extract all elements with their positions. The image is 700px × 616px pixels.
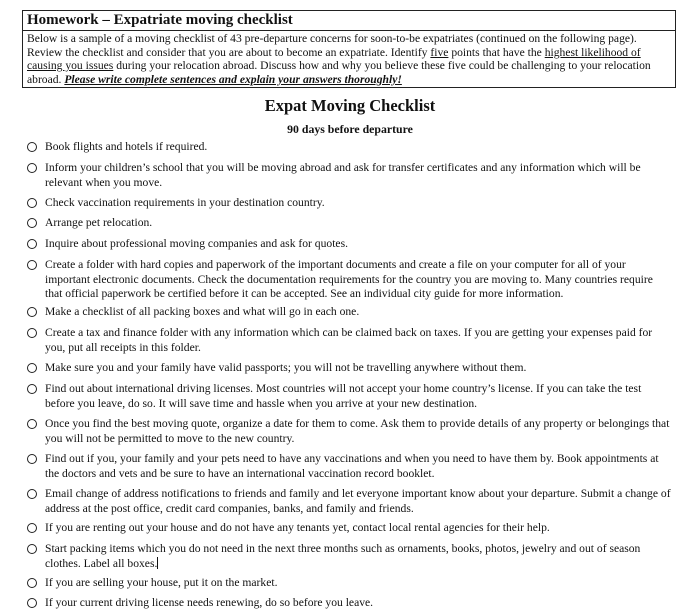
intro-part-1: Below is a sample of a moving checklist of 43 pre-departure concerns for soon-to-be expatriates (continued on the following page). Review the checklist and consider that you are about to become an expatriate. Identify	[27, 32, 637, 59]
homework-instructions	[27, 32, 671, 86]
list-item: Arrange pet relocation.	[45, 216, 153, 229]
list-item: Find out if you, your family and your pets need to have any vaccinations and when you need to have them by. Book appointments at the doctors and vets and be sure to have an international vaccination record booklet.	[45, 452, 659, 480]
list-item: If you are renting out your house and do not have any tenants yet, contact local rental agencies for their help.	[45, 521, 550, 534]
list-item: If your current driving license needs renewing, do so before you leave.	[45, 596, 374, 609]
homework-title: Homework – Expatriate moving checklist	[23, 11, 675, 31]
bullet-icon	[27, 307, 37, 317]
list-item: Make sure you and your family have valid passports; you will not be travelling anywhere without them.	[45, 361, 527, 374]
intro-five: five	[430, 45, 449, 59]
checklist-title: Expat Moving Checklist	[264, 96, 436, 115]
list-item: Inform your children’s school that you will be moving abroad and ask for transfer certificates and any information which will be relevant when you move.	[45, 161, 641, 189]
bullet-icon	[27, 239, 37, 249]
checklist-subtitle: 90 days before departure	[287, 122, 413, 136]
bullet-icon	[27, 544, 37, 554]
intro-part-2: points that have the	[448, 45, 545, 59]
bullet-icon	[27, 328, 37, 338]
bullet-icon	[27, 598, 37, 608]
list-item: Check vaccination requirements in your destination country.	[45, 196, 325, 209]
list-item: Create a folder with hard copies and paperwork of the important documents and create a file on your computer for all of your important electronic documents. Check the documentation requirements for the country you are moving to. Many countries require that official paperwork be certified before it can be accepted. See an individual city guide for more information.	[45, 258, 653, 300]
list-item: Email change of address notifications to friends and family and let everyone important know about your departure. Submit a change of address at the post office, credit card companies, banks, and family and friends.	[45, 487, 671, 515]
intro-emphasis: Please write complete sentences and explain your answers thoroughly!	[64, 72, 402, 86]
bullet-icon	[27, 218, 37, 228]
list-item	[45, 542, 671, 571]
text-cursor	[157, 557, 158, 569]
list-item: Once you find the best moving quote, organize a date for them to come. Ask them to provide details of any property or belongings that you will not be permitted to move to the new country.	[45, 417, 670, 445]
bullet-icon	[27, 578, 37, 588]
bullet-icon	[27, 198, 37, 208]
list-item: Make a checklist of all packing boxes and what will go in each one.	[45, 305, 360, 318]
intro-highest-likelihood: highest likelihood of causing you issues	[27, 45, 641, 73]
list-item: Book flights and hotels if required.	[45, 140, 208, 153]
list-item: Find out about international driving licenses. Most countries will not accept your home country’s license. If you can take the test before you leave, do so. It will save time and hassle when you arrive at your new destination.	[45, 382, 642, 410]
bullet-icon	[27, 419, 37, 429]
bullet-icon	[27, 454, 37, 464]
bullet-icon	[27, 384, 37, 394]
bullet-icon	[27, 523, 37, 533]
list-item: If you are selling your house, put it on the market.	[45, 576, 278, 589]
intro-part-3: during your relocation abroad. Discuss how and why you believe these five could be challenging to your relocation abroad.	[27, 59, 651, 86]
list-item: Inquire about professional moving companies and ask for quotes.	[45, 237, 348, 250]
bullet-icon	[27, 142, 37, 152]
bullet-icon	[27, 489, 37, 499]
list-item: Create a tax and finance folder with any information which can be claimed back on taxes. If you are getting your expenses paid for you, put all receipts in this folder.	[45, 326, 653, 354]
bullet-icon	[27, 260, 37, 270]
bullet-icon	[27, 163, 37, 173]
homework-box	[22, 10, 676, 88]
bullet-icon	[27, 363, 37, 373]
list-item-text: Start packing items which you do not need in the next three months such as ornaments, books, photos, jewelry and out of season clothes. Label all boxes.	[45, 542, 641, 570]
